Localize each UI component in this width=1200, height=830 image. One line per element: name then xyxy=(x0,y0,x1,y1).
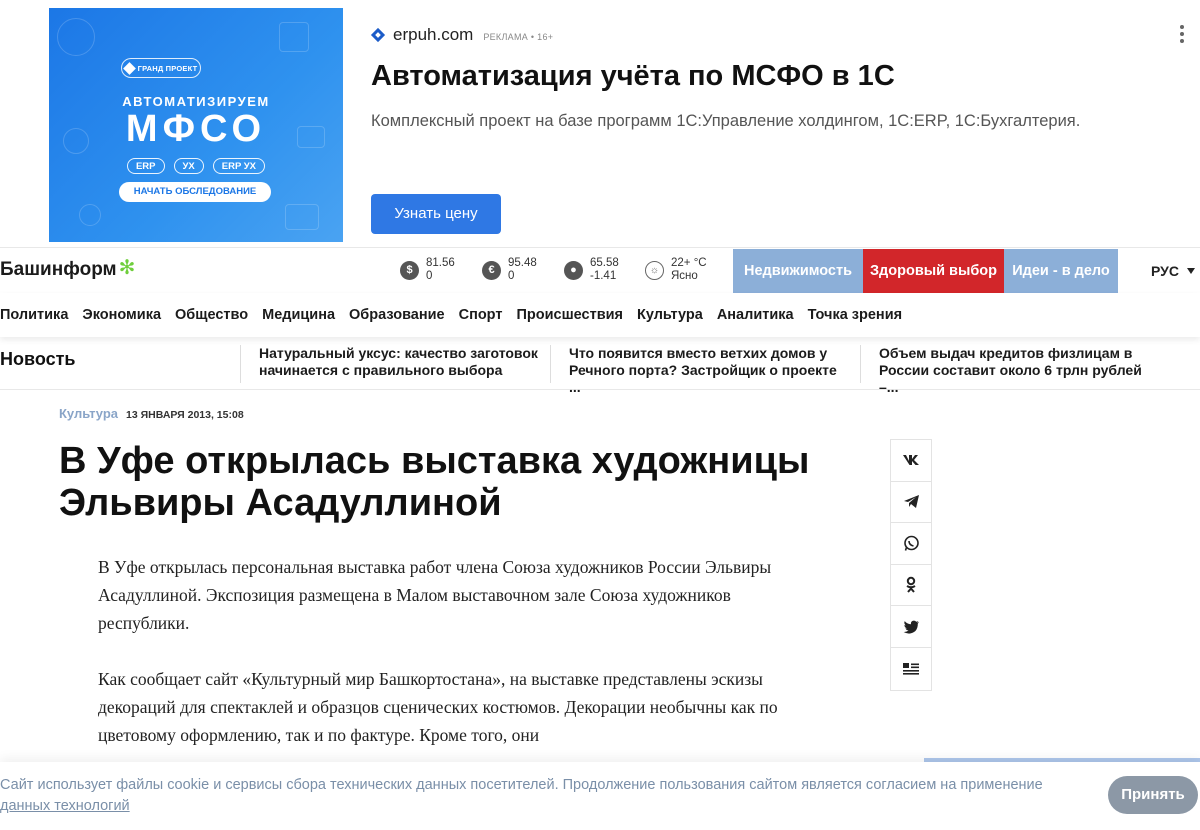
menu-item-culture[interactable]: Культура xyxy=(636,307,703,323)
site-header xyxy=(0,249,1200,293)
ticker-dollar xyxy=(400,257,455,283)
menu-item-education[interactable]: Образование xyxy=(349,307,445,323)
news-label: Новость xyxy=(0,349,76,369)
ticker-value: 95.48 xyxy=(508,257,537,269)
logo-text: Башинформ xyxy=(0,259,117,280)
news-item[interactable]: Объем выдач кредитов физлицам в России составит около 6 трлн рублей –... xyxy=(860,345,1160,383)
menu-item-sport[interactable]: Спорт xyxy=(458,307,503,323)
menu-item-incidents[interactable]: Происшествия xyxy=(516,307,623,323)
ad-banner-image[interactable] xyxy=(49,8,343,242)
ad-title[interactable]: Автоматизация учёта по МСФО в 1С xyxy=(371,60,895,92)
telegram-icon[interactable] xyxy=(891,482,931,524)
twitter-icon[interactable] xyxy=(891,606,931,648)
article-meta xyxy=(59,406,244,421)
menu-item-analytics[interactable]: Аналитика xyxy=(716,307,794,323)
main-menu xyxy=(0,293,1200,337)
ticker-change: 0 xyxy=(426,270,433,282)
ad-domain-icon xyxy=(371,28,385,42)
ticker-change: -1.41 xyxy=(590,270,617,282)
language-label: РУС xyxy=(1151,263,1179,279)
ad-domain[interactable]: erpuh.com xyxy=(393,25,474,44)
ad-pill: ERP УХ xyxy=(213,158,265,174)
dollar-icon: $ xyxy=(400,261,419,280)
ticker-value: 81.56 xyxy=(426,257,455,269)
ad-banner-subtitle: АВТОМАТИЗИРУЕМ xyxy=(122,94,270,109)
more-options-icon[interactable] xyxy=(1172,22,1192,46)
article-body xyxy=(98,553,798,777)
advertisement xyxy=(0,0,1200,248)
ad-banner-headline: МФСО xyxy=(125,108,267,150)
ok-icon[interactable] xyxy=(891,565,931,607)
nav-realty[interactable]: Недвижимость xyxy=(733,249,863,293)
ad-source[interactable] xyxy=(371,25,553,45)
cookie-banner xyxy=(0,762,1200,830)
whatsapp-icon[interactable] xyxy=(891,523,931,565)
ad-banner-cta[interactable]: НАЧАТЬ ОБСЛЕДОВАНИЕ xyxy=(119,182,271,202)
ticker-value: 65.58 xyxy=(590,257,619,269)
ticker-oil xyxy=(564,257,619,283)
logo-star-icon: ✻ xyxy=(118,256,136,279)
ad-description: Комплексный проект на базе программ 1С:Управление холдингом, 1С:ERP, 1С:Бухгалтерия. xyxy=(371,112,1081,130)
news-item[interactable]: Что появится вместо ветхих домов у Речного порта? Застройщик о проекте ... xyxy=(550,345,850,383)
article-paragraph: Как сообщает сайт «Культурный мир Башкортостана», на выставке представлены эскизы декораций для спектаклей и образцов сценических костюмов. Декорации необычны как по цветовому оформлению, так и по фактуре. Кроме того, они xyxy=(98,669,778,745)
ticker-euro xyxy=(482,257,537,283)
ad-pill: ERP xyxy=(127,158,165,174)
weather-temp: 22+ °C xyxy=(671,257,707,269)
euro-icon: € xyxy=(482,261,501,280)
ticker-change: 0 xyxy=(508,270,515,282)
menu-item-medicine[interactable]: Медицина xyxy=(262,307,336,323)
cookie-message: Сайт использует файлы cookie и сервисы сбора технических данных посетителей. Продолжение пользования сайтом является согласием на применение xyxy=(0,777,1043,793)
vk-icon[interactable] xyxy=(891,440,931,482)
diamond-icon xyxy=(123,62,136,75)
cookie-policy-link[interactable]: данных технологий xyxy=(0,798,130,814)
accept-cookies-button[interactable]: Принять xyxy=(1108,776,1198,814)
ad-banner-pills xyxy=(49,158,343,174)
sun-icon: ☼ xyxy=(645,261,664,280)
ad-pill: УХ xyxy=(174,158,204,174)
menu-item-politics[interactable]: Политика xyxy=(0,307,69,323)
share-panel xyxy=(890,439,932,691)
article-date: 13 ЯНВАРЯ 2013, 15:08 xyxy=(126,409,244,421)
news-item[interactable]: Натуральный уксус: качество заготовок начинается с правильного выбора xyxy=(240,345,540,383)
menu-item-economy[interactable]: Экономика xyxy=(82,307,162,323)
nav-healthy-choice[interactable]: Здоровый выбор xyxy=(863,249,1004,293)
article-paragraph: В Уфе открылась персональная выставка работ члена Союза художников России Эльвиры Асадуллиной. Экспозиция размещена в Малом выставочном зале Союза художников республики. xyxy=(98,557,772,633)
nav-ideas[interactable]: Идеи - в дело xyxy=(1004,249,1118,293)
ad-logo-text: ГРАНД ПРОЕКТ xyxy=(137,63,198,73)
oil-icon: ● xyxy=(564,261,583,280)
article-title: В Уфе открылась выставка художницы Эльвиры Асадуллиной xyxy=(59,440,810,524)
menu-item-opinion[interactable]: Точка зрения xyxy=(807,307,903,323)
ad-label: РЕКЛАМА • 16+ xyxy=(483,32,554,42)
cookie-text xyxy=(0,775,1080,817)
article-category[interactable]: Культура xyxy=(59,406,119,421)
ticker-weather xyxy=(645,257,707,283)
news-list-icon[interactable] xyxy=(891,648,931,690)
language-selector[interactable] xyxy=(1151,263,1195,279)
chevron-down-icon xyxy=(1187,268,1195,274)
menu-item-society[interactable]: Общество xyxy=(175,307,249,323)
news-ticker xyxy=(0,337,1200,395)
weather-state: Ясно xyxy=(671,270,698,282)
ad-brand-logo xyxy=(121,58,201,78)
ad-price-button[interactable]: Узнать цену xyxy=(371,194,501,234)
site-logo[interactable] xyxy=(0,256,136,281)
